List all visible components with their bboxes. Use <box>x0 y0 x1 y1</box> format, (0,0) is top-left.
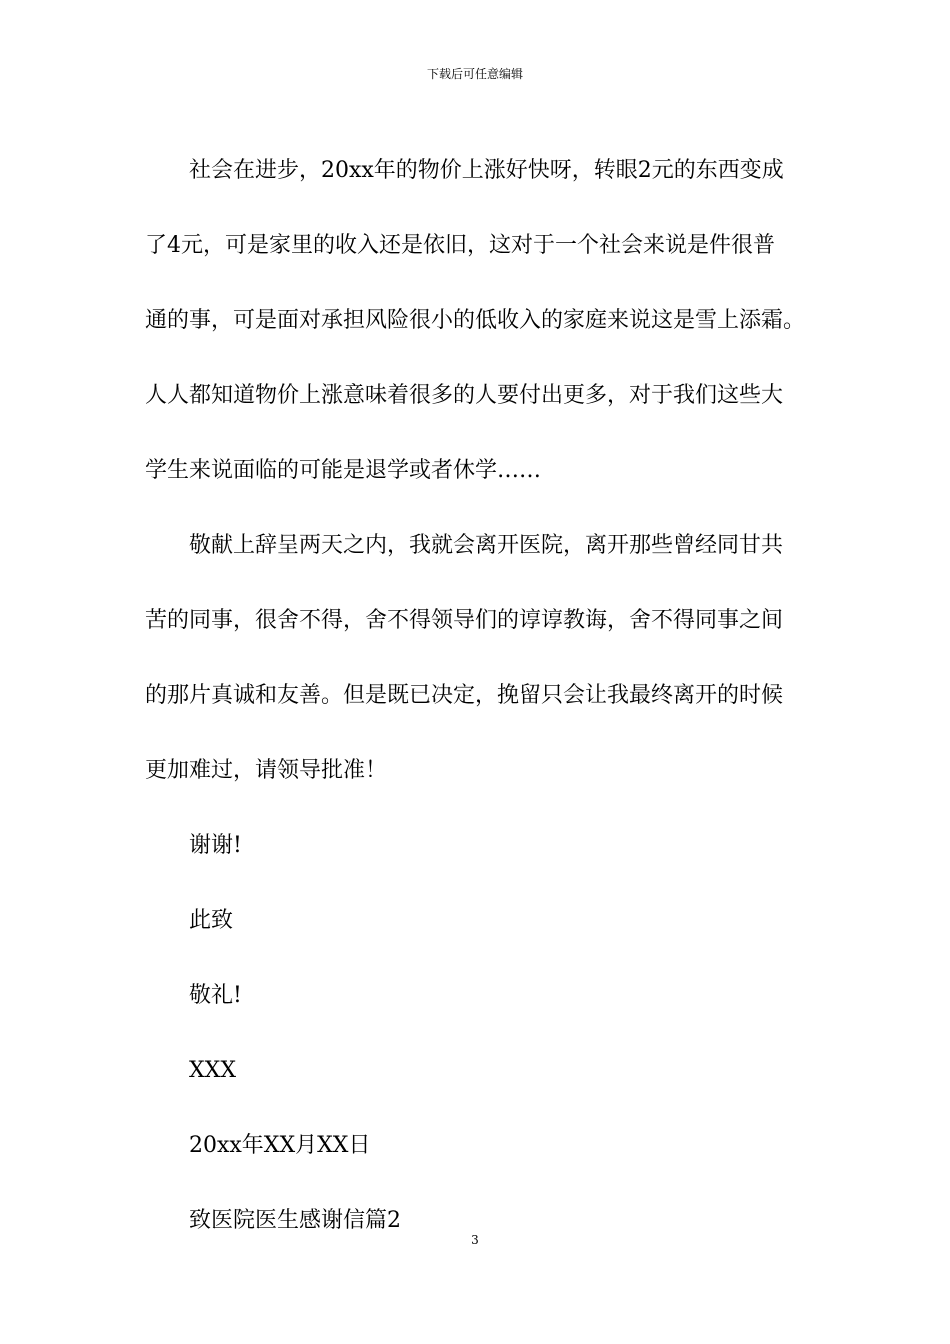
paragraph-line: 敬献上辞呈两天之内，我就会离开医院，离开那些曾经同甘共 <box>189 533 784 558</box>
paragraph-line: 通的事，可是面对承担风险很小的低收入的家庭来说这是雪上添霜。 <box>145 308 806 333</box>
paragraph-line: 人人都知道物价上涨意味着很多的人要付出更多，对于我们这些大 <box>145 383 784 408</box>
paragraph-line: 更加难过，请领导批准！ <box>145 758 388 783</box>
closing-salutation: 此致 <box>189 908 234 933</box>
page-number: 3 <box>471 1233 479 1247</box>
document-body <box>145 133 815 1258</box>
paragraph-line: 学生来说面临的可能是退学或者休学…… <box>145 458 542 483</box>
closing-thanks: 谢谢! <box>189 833 242 858</box>
next-section-title: 致医院医生感谢信篇2 <box>189 1208 401 1233</box>
paragraph-price-rise <box>145 133 815 508</box>
paragraph-line: 社会在进步，20xx年的物价上涨好快呀，转眼2元的东西变成 <box>189 158 784 183</box>
page-header: 下载后可任意编辑 <box>426 67 523 81</box>
paragraph-line: 苦的同事，很舍不得，舍不得领导们的谆谆教诲，舍不得同事之间 <box>145 608 784 633</box>
paragraph-line: 了4元，可是家里的收入还是依旧，这对于一个社会来说是件很普 <box>145 233 775 258</box>
paragraph-resignation <box>145 508 815 808</box>
paragraph-line: 的那片真诚和友善。但是既已决定，挽留只会让我最终离开的时候 <box>145 683 784 708</box>
letter-date: 20xx年XX月XX日 <box>189 1133 371 1158</box>
signature: XXX <box>189 1058 236 1083</box>
closing-regards: 敬礼! <box>189 983 242 1008</box>
